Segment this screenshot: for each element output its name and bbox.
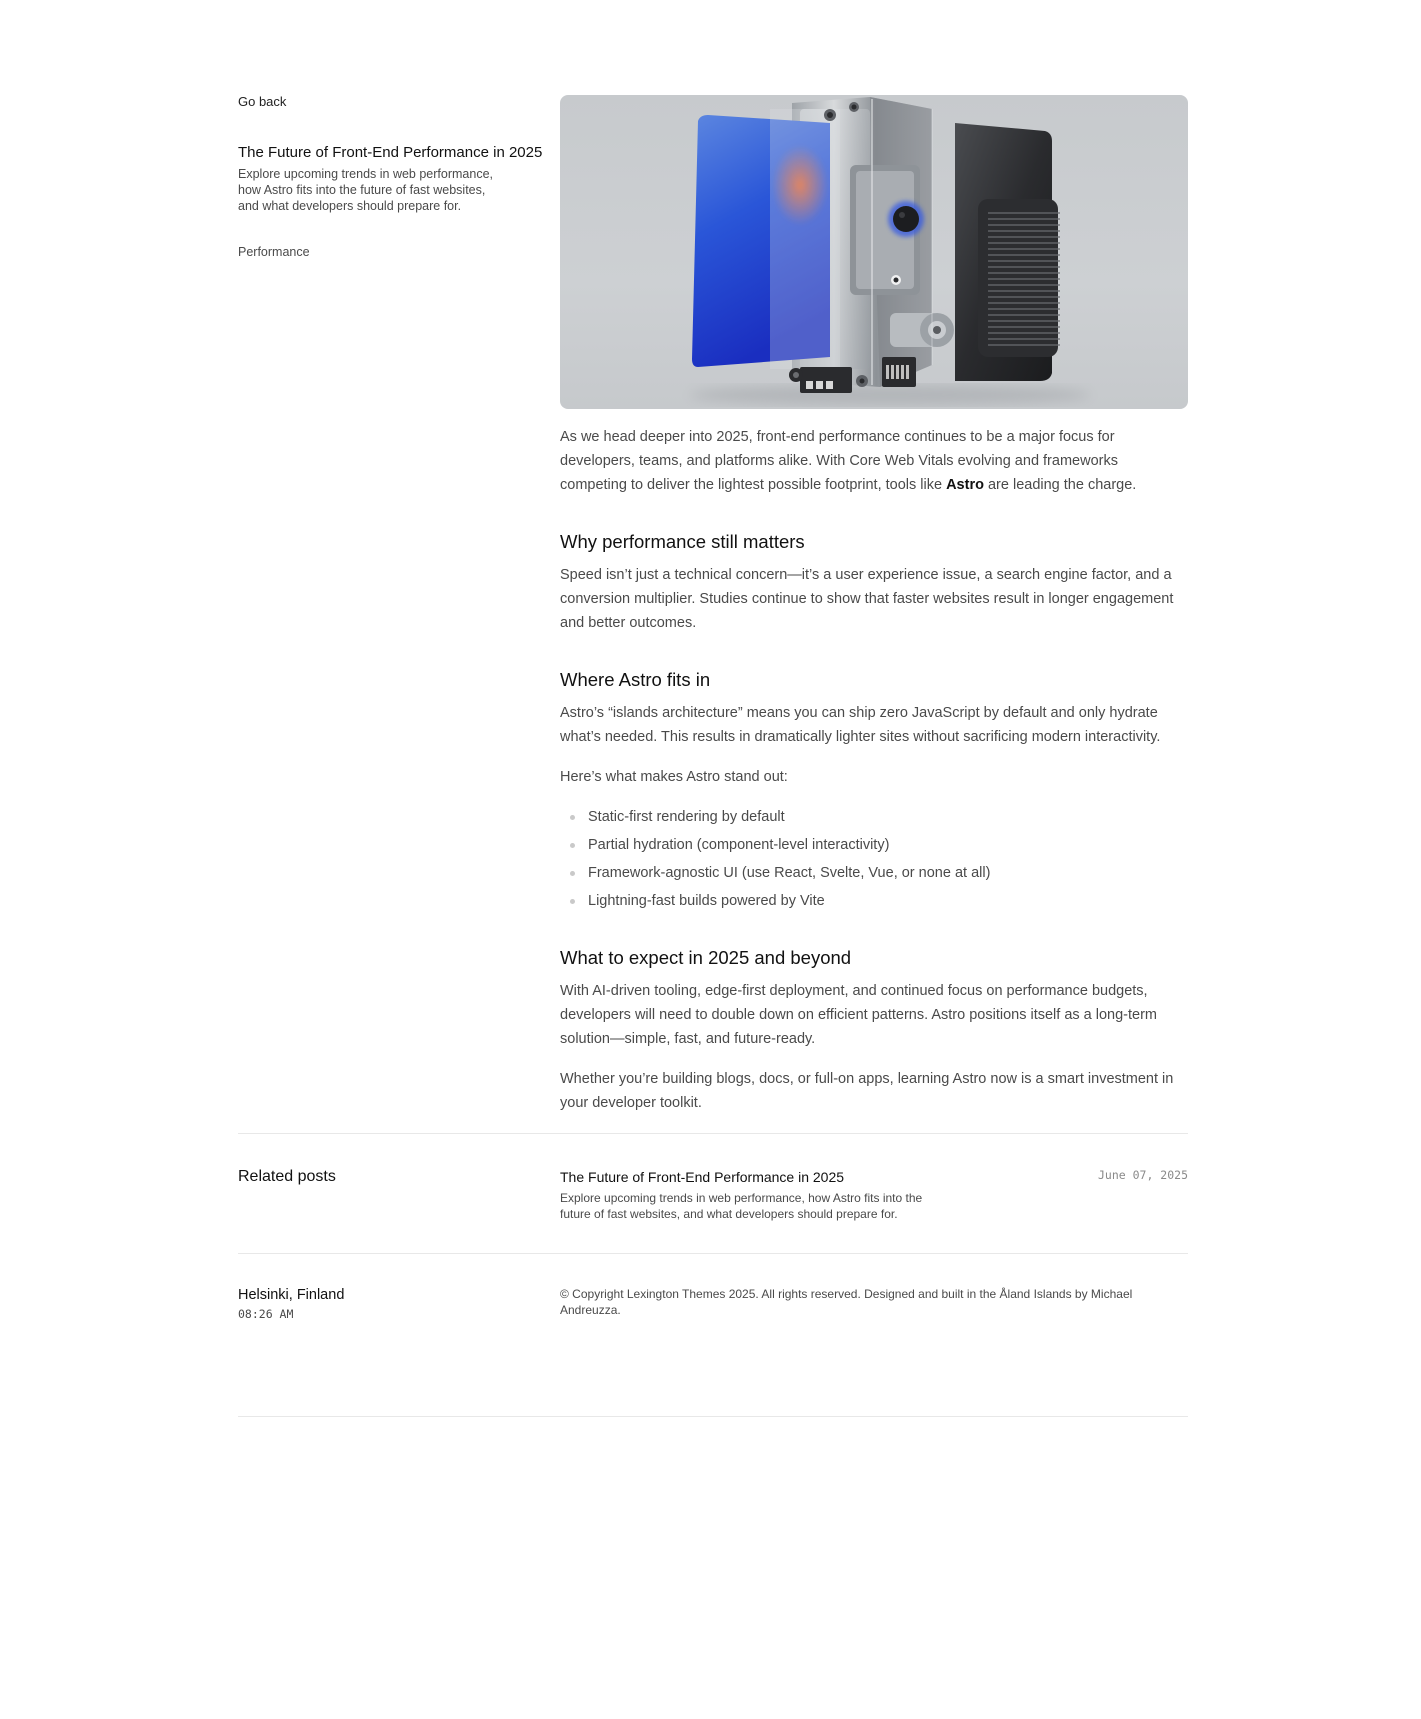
paragraph-standout: Here’s what makes Astro stand out: [560, 769, 788, 785]
intro-strong-astro: Astro [946, 477, 984, 493]
paragraph-closing: Whether you’re building blogs, docs, or full-on apps, learning Astro now is a smart investment in your developer toolkit. [560, 1071, 1174, 1111]
paragraph-where-astro: Astro’s “islands architecture” means you can ship zero JavaScript by default and only hydrate what’s needed. This results in dramatically lighter sites without sacrificing modern interactivity. [560, 705, 1161, 745]
heading-where-astro: Where Astro fits in [560, 669, 711, 690]
list-item: Partial hydration (component-level interactivity) [588, 833, 1188, 857]
paragraph-what-to-expect: With AI-driven tooling, edge-first deployment, and continued focus on performance budgets, developers will need to double down on efficient patterns. Astro positions itself as a long-term solution—simple, fast, and future-ready. [560, 983, 1157, 1047]
list-item: Framework-agnostic UI (use React, Svelte, Vue, or none at all) [588, 861, 1188, 885]
post-tag-performance[interactable]: Performance [238, 245, 310, 259]
post-title: The Future of Front-End Performance in 2025 [238, 144, 543, 161]
footer-local-time: 08:26 AM [238, 1307, 294, 1321]
related-post-date: June 07, 2025 [1097, 1168, 1188, 1182]
related-post-description: Explore upcoming trends in web performance, how Astro fits into the future of fast websites, and what developers should prepare for. [560, 1191, 923, 1221]
intro-text-end: are leading the charge. [983, 477, 1137, 493]
go-back-link[interactable]: Go back [238, 94, 287, 109]
heading-what-to-expect: What to expect in 2025 and beyond [560, 947, 852, 968]
divider [238, 1133, 1188, 1134]
footer-copyright: © Copyright Lexington Themes 2025. All rights reserved. Designed and built in the Åland Islands by Michael Andreuzza. [560, 1287, 1133, 1317]
intro-text: As we head deeper into 2025, front-end performance continues to be a major focus for developers, teams, and platforms alike. With Core Web Vitals evolving and frameworks competing to deliver the lightest possible footprint, tools like [560, 429, 1118, 493]
related-post-card[interactable] [560, 1168, 1188, 1222]
footer-location: Helsinki, Finland [238, 1287, 345, 1303]
hero-image [560, 95, 1188, 409]
list-item: Static-first rendering by default [588, 805, 1188, 829]
article-intro [560, 425, 1188, 497]
feature-list [560, 805, 1188, 913]
hardware-device-illustration [560, 95, 1188, 409]
paragraph-why-performance: Speed isn’t just a technical concern—it’s a user experience issue, a search engine factor, and a conversion multiplier. Studies continue to show that faster websites result in longer engagement and better outcomes. [560, 567, 1174, 631]
list-item: Lightning-fast builds powered by Vite [588, 889, 1188, 913]
related-posts-heading: Related posts [238, 1168, 336, 1185]
article-column [560, 95, 1188, 1131]
post-description: Explore upcoming trends in web performance, how Astro fits into the future of fast websites, and what developers should prepare for. [238, 167, 493, 213]
heading-why-performance: Why performance still matters [560, 531, 805, 552]
related-post-title[interactable]: The Future of Front-End Performance in 2025 [560, 1169, 845, 1185]
article-body [560, 425, 1188, 1115]
divider [238, 1416, 1188, 1417]
divider [238, 1253, 1188, 1254]
